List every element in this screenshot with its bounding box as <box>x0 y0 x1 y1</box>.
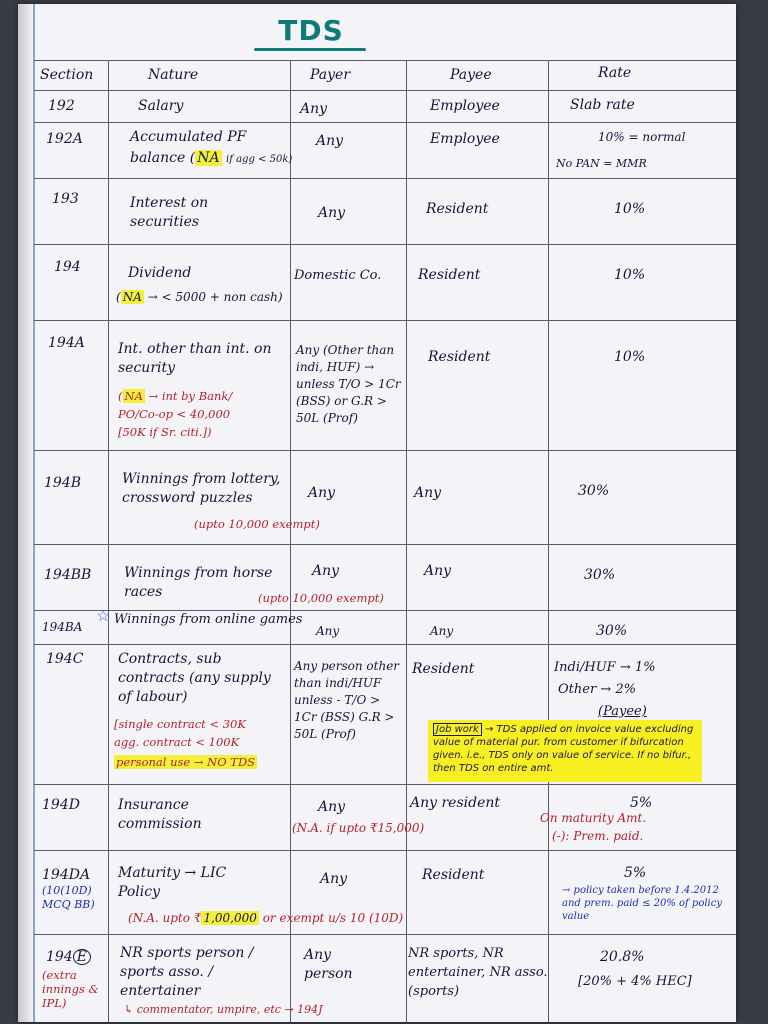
nature-194-condition: ( NA → < 5000 + non cash) <box>116 290 283 304</box>
row-divider <box>34 244 736 245</box>
section-194a: 194A <box>48 335 85 351</box>
rate-194e-breakup: [20% + 4% HEC] <box>578 974 692 989</box>
rate-194c-indi: Indi/HUF → 1% <box>554 660 656 675</box>
section-194bb: 194BB <box>44 567 92 583</box>
section-194e-number: 194 <box>46 949 73 965</box>
section-194e-letter: E <box>73 949 91 965</box>
payee-194da: Resident <box>422 867 485 883</box>
payer-193: Any <box>318 205 346 221</box>
personal-use-highlight: personal use → NO TDS <box>116 755 256 769</box>
rate-194ba: 30% <box>596 623 628 639</box>
payer-194ba: Any <box>316 624 340 638</box>
payee-194e: NR sports, NR entertainer, NR asso. (sports) <box>408 946 548 999</box>
payer-192: Any <box>300 101 328 117</box>
payer-194a: Any (Other than indi, HUF) → unless T/O > 1Cr (BSS) or G.R > 50L (Prof) <box>296 343 401 425</box>
rate-194da: 5% <box>624 865 647 881</box>
note-194da-suffix: or exempt u/s 10 (10D) <box>262 911 404 925</box>
rate-194a: 10% <box>614 349 646 365</box>
page-title: TDS <box>278 14 344 47</box>
row-divider <box>34 784 736 785</box>
note-194a-line1: → int by Bank/ <box>148 389 233 403</box>
rate-194d-premium: (-): Prem. paid. <box>552 829 644 843</box>
note-194a-bank: ( NA → int by Bank/ <box>118 389 233 403</box>
row-divider <box>34 122 736 123</box>
na-highlight: NA <box>197 150 220 166</box>
note-194b: (upto 10,000 exempt) <box>194 517 320 531</box>
note-194da-prefix: (N.A. upto ₹ <box>128 911 202 925</box>
note-194d: (N.A. if upto ₹15,000) <box>292 821 425 835</box>
payer-194d: Any <box>318 799 346 815</box>
rate-194d: 5% <box>630 795 653 811</box>
payer-194bb: Any <box>312 563 340 579</box>
rate-192a-nopan: No PAN = MMR <box>556 157 647 170</box>
nature-194: Dividend <box>128 265 192 281</box>
row-divider <box>34 934 736 935</box>
payee-194d: Any resident <box>410 795 501 811</box>
payee-193: Resident <box>426 201 489 217</box>
section-194e <box>46 948 91 967</box>
row-divider <box>34 450 736 451</box>
payer-194da: Any <box>320 871 348 887</box>
page-margin <box>18 4 32 1022</box>
payee-194: Resident <box>418 267 481 283</box>
section-194da: 194DA <box>42 867 91 883</box>
payer-194e: Any person <box>304 947 353 982</box>
row-divider <box>34 644 736 645</box>
payer-192a: Any <box>316 133 344 149</box>
section-192: 192 <box>48 98 75 114</box>
nature-194bb: Winnings from horse races <box>124 565 273 600</box>
rate-194: 10% <box>614 267 646 283</box>
column-divider <box>290 60 291 1022</box>
rate-194c-payee: (Payee) <box>598 704 647 719</box>
star-icon: ☆ <box>96 606 111 625</box>
nature-192: Salary <box>138 98 184 114</box>
payer-194: Domestic Co. <box>294 268 382 283</box>
nature-192a-line2 <box>130 149 292 168</box>
header-payee: Payee <box>450 67 492 83</box>
nature-194da: Maturity → LIC Policy <box>118 865 227 900</box>
nature-194c: Contracts, sub contracts (any supply of labour) <box>118 651 271 705</box>
sub-194da: (10(10D) MCQ BB) <box>42 884 95 911</box>
notebook-page <box>18 4 736 1022</box>
row-divider <box>34 90 736 91</box>
header-payer: Payer <box>310 67 351 83</box>
payee-194c: Resident <box>412 661 475 677</box>
note-194c-line2: agg. contract < 100K <box>114 735 240 749</box>
column-divider <box>406 60 407 1022</box>
rate-192a-normal: 10% = normal <box>598 130 686 144</box>
rate-194c-other: Other → 2% <box>558 682 636 697</box>
payee-194b: Any <box>414 485 442 501</box>
payee-192: Employee <box>430 98 500 114</box>
title-underline <box>254 48 366 51</box>
note-194da <box>128 910 403 926</box>
job-work-note <box>428 720 702 782</box>
section-194c: 194C <box>46 651 84 667</box>
note-194c-line3 <box>114 754 257 770</box>
payer-194b: Any <box>308 485 336 501</box>
payee-194a: Resident <box>428 349 491 365</box>
rate-194d-maturity: On maturity Amt. <box>540 811 647 825</box>
nature-194e-note: ↳ commentator, umpire, etc → 194J <box>124 1003 323 1016</box>
note-194bb: (upto 10,000 exempt) <box>258 591 384 605</box>
rate-192: Slab rate <box>570 97 635 113</box>
section-194d: 194D <box>42 797 80 813</box>
amount-highlight: 1,00,000 <box>203 911 257 925</box>
section-193: 193 <box>52 191 79 207</box>
note-194c-line1: [single contract < 30K <box>114 717 246 731</box>
header-rate: Rate <box>598 65 632 81</box>
row-divider <box>34 178 736 179</box>
nature-194d: Insurance commission <box>118 797 202 832</box>
sub-194e: (extra innings & IPL) <box>42 968 99 1010</box>
row-divider <box>34 610 736 611</box>
nature-194b: Winnings from lottery, crossword puzzles <box>122 471 281 506</box>
nature-194ba: Winnings from online games <box>114 612 303 627</box>
payee-194ba: Any <box>430 624 454 638</box>
header-section: Section <box>40 67 94 83</box>
note-194a-line3: [50K if Sr. citi.]) <box>118 425 212 439</box>
payee-192a: Employee <box>430 131 500 147</box>
section-194: 194 <box>54 259 81 275</box>
rate-194da-note: → policy taken before 1.4.2012 and prem. paid ≤ 20% of policy value <box>562 885 722 922</box>
row-divider <box>34 60 736 61</box>
rate-194b: 30% <box>578 483 610 499</box>
na-highlight: NA <box>122 290 142 304</box>
rate-194e: 20.8% <box>600 949 645 965</box>
row-divider <box>34 850 736 851</box>
nature-193: Interest on securities <box>130 195 209 230</box>
nature-192a-line1: Accumulated PF <box>130 129 247 145</box>
section-194b: 194B <box>44 475 82 491</box>
nature-192a-balance: balance ( <box>130 150 196 166</box>
note-194a-line2: PO/Co-op < 40,000 <box>118 407 231 421</box>
section-194ba: 194BA <box>42 620 83 634</box>
payee-194bb: Any <box>424 563 452 579</box>
nature-192a-condition: if agg < 50k) <box>226 154 293 165</box>
rate-193: 10% <box>614 201 646 217</box>
nature-194a: Int. other than int. on security <box>118 341 272 376</box>
column-divider <box>108 60 109 1022</box>
nature-194-condition-text: → < 5000 + non cash) <box>147 290 283 304</box>
row-divider <box>34 544 736 545</box>
section-192a: 192A <box>46 131 83 147</box>
job-work-label: Job work <box>433 723 482 736</box>
header-nature: Nature <box>148 67 199 83</box>
row-divider <box>34 320 736 321</box>
rate-194bb: 30% <box>584 567 616 583</box>
na-highlight: NA <box>124 389 143 403</box>
column-divider <box>548 60 549 1022</box>
payer-194c: Any person other than indi/HUF unless - T/O > 1Cr (BSS) G.R > 50L (Prof) <box>294 659 400 741</box>
nature-194e: NR sports person / sports asso. / entertainer <box>120 945 254 999</box>
job-work-text: → TDS applied on invoice value excluding value of material pur. from customer if bifurcation given. i.e., TDS only on value of service. If no bifur., then TDS on entire amt. <box>433 724 694 774</box>
